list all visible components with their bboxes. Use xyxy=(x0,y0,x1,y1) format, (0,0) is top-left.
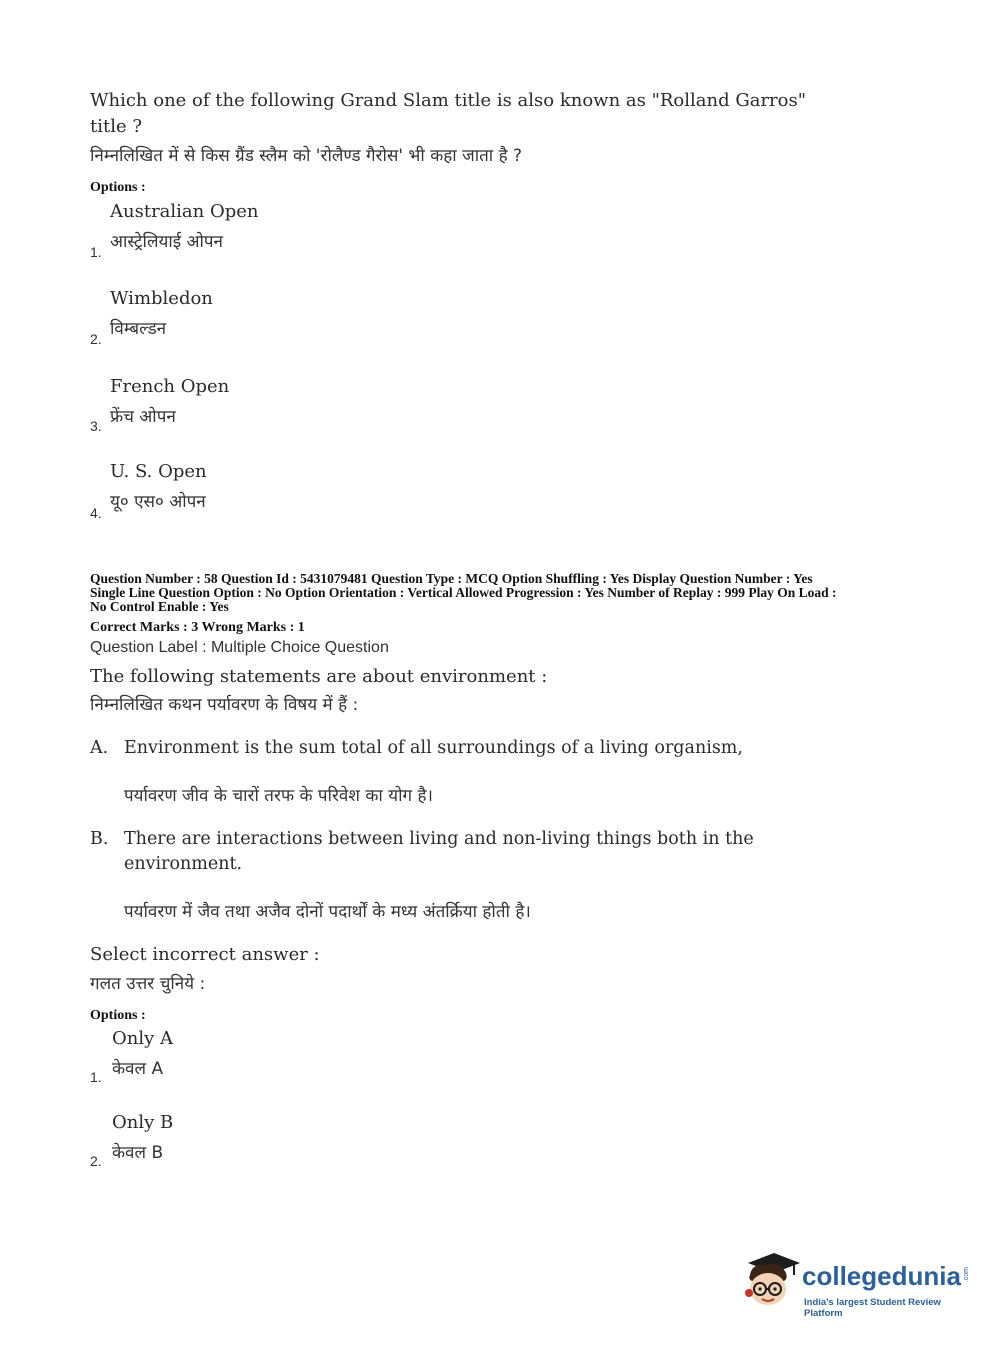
q57-question-en-line1: Which one of the following Grand Slam title is also known as "Rolland Garros" xyxy=(90,90,807,111)
q57-options-label: Options : xyxy=(90,180,146,195)
statement-letter: A. xyxy=(90,738,109,758)
q58-intro-hi: निम्नलिखित कथन पर्यावरण के विषय में हैं : xyxy=(90,695,359,715)
q58-select-en: Select incorrect answer : xyxy=(90,944,320,965)
option-text-en: Only B xyxy=(112,1112,174,1133)
q57-question-en-line2: title ? xyxy=(90,116,143,137)
option-number: 1. xyxy=(90,1069,102,1085)
option-text-en: Wimbledon xyxy=(110,288,213,309)
collegedunia-logo[interactable] xyxy=(740,1245,975,1320)
q58-marks: Correct Marks : 3 Wrong Marks : 1 xyxy=(90,620,305,635)
statement-text-hi: पर्यावरण में जैव तथा अजैव दोनों पदार्थों के मध्य अंतर्क्रिया होती है। xyxy=(124,902,531,922)
option-text-en: Australian Open xyxy=(110,201,259,222)
q58-intro-en: The following statements are about environment : xyxy=(90,666,548,687)
option-number: 2. xyxy=(90,1153,102,1169)
option-number: 3. xyxy=(90,418,102,434)
statement-text-en-line2: environment. xyxy=(124,854,243,874)
mascot-icon xyxy=(740,1249,802,1311)
option-text-hi: विम्बल्डन xyxy=(110,319,167,339)
option-text-hi: फ्रेंच ओपन xyxy=(110,407,176,427)
option-text-hi: यू० एस० ओपन xyxy=(110,492,206,512)
q58-question-label: Question Label : Multiple Choice Question xyxy=(90,639,389,656)
option-number: 2. xyxy=(90,331,102,347)
statement-text-en-line1: There are interactions between living and non-living things both in the xyxy=(124,829,754,849)
option-text-en: French Open xyxy=(110,376,230,397)
q58-options-label: Options : xyxy=(90,1008,146,1023)
option-text-hi: केवल A xyxy=(112,1059,164,1079)
logo-suffix: .com xyxy=(963,1267,970,1283)
statement-text-hi: पर्यावरण जीव के चारों तरफ के परिवेश का योग है। xyxy=(124,786,433,806)
q58-meta-line1: Question Number : 58 Question Id : 5431079481 Question Type : MCQ Option Shuffling : Yes Display Question Number : Yes xyxy=(90,571,813,586)
logo-tagline: India's largest Student Review Platform xyxy=(804,1297,941,1319)
option-text-hi: केवल B xyxy=(112,1143,164,1163)
q58-select-hi: गलत उत्तर चुनिये : xyxy=(90,974,206,994)
q58-meta-line2: Single Line Question Option : No Option Orientation : Vertical Allowed Progression : Yes Number of Replay : 999 Play On Load : xyxy=(90,585,837,600)
option-text-hi: आस्ट्रेलियाई ओपन xyxy=(110,232,223,252)
logo-name: collegedunia xyxy=(802,1261,961,1291)
option-number: 1. xyxy=(90,244,102,260)
statement-letter: B. xyxy=(90,829,109,849)
option-number: 4. xyxy=(90,505,102,521)
option-text-en: U. S. Open xyxy=(110,461,207,482)
option-text-en: Only A xyxy=(112,1028,173,1049)
q57-question-hi: निम्नलिखित में से किस ग्रैंड स्लैम को 'रोलैण्ड गैरोस' भी कहा जाता है ? xyxy=(90,146,523,166)
q58-meta-line3: No Control Enable : Yes xyxy=(90,599,229,614)
statement-text-en: Environment is the sum total of all surroundings of a living organism, xyxy=(124,738,743,758)
